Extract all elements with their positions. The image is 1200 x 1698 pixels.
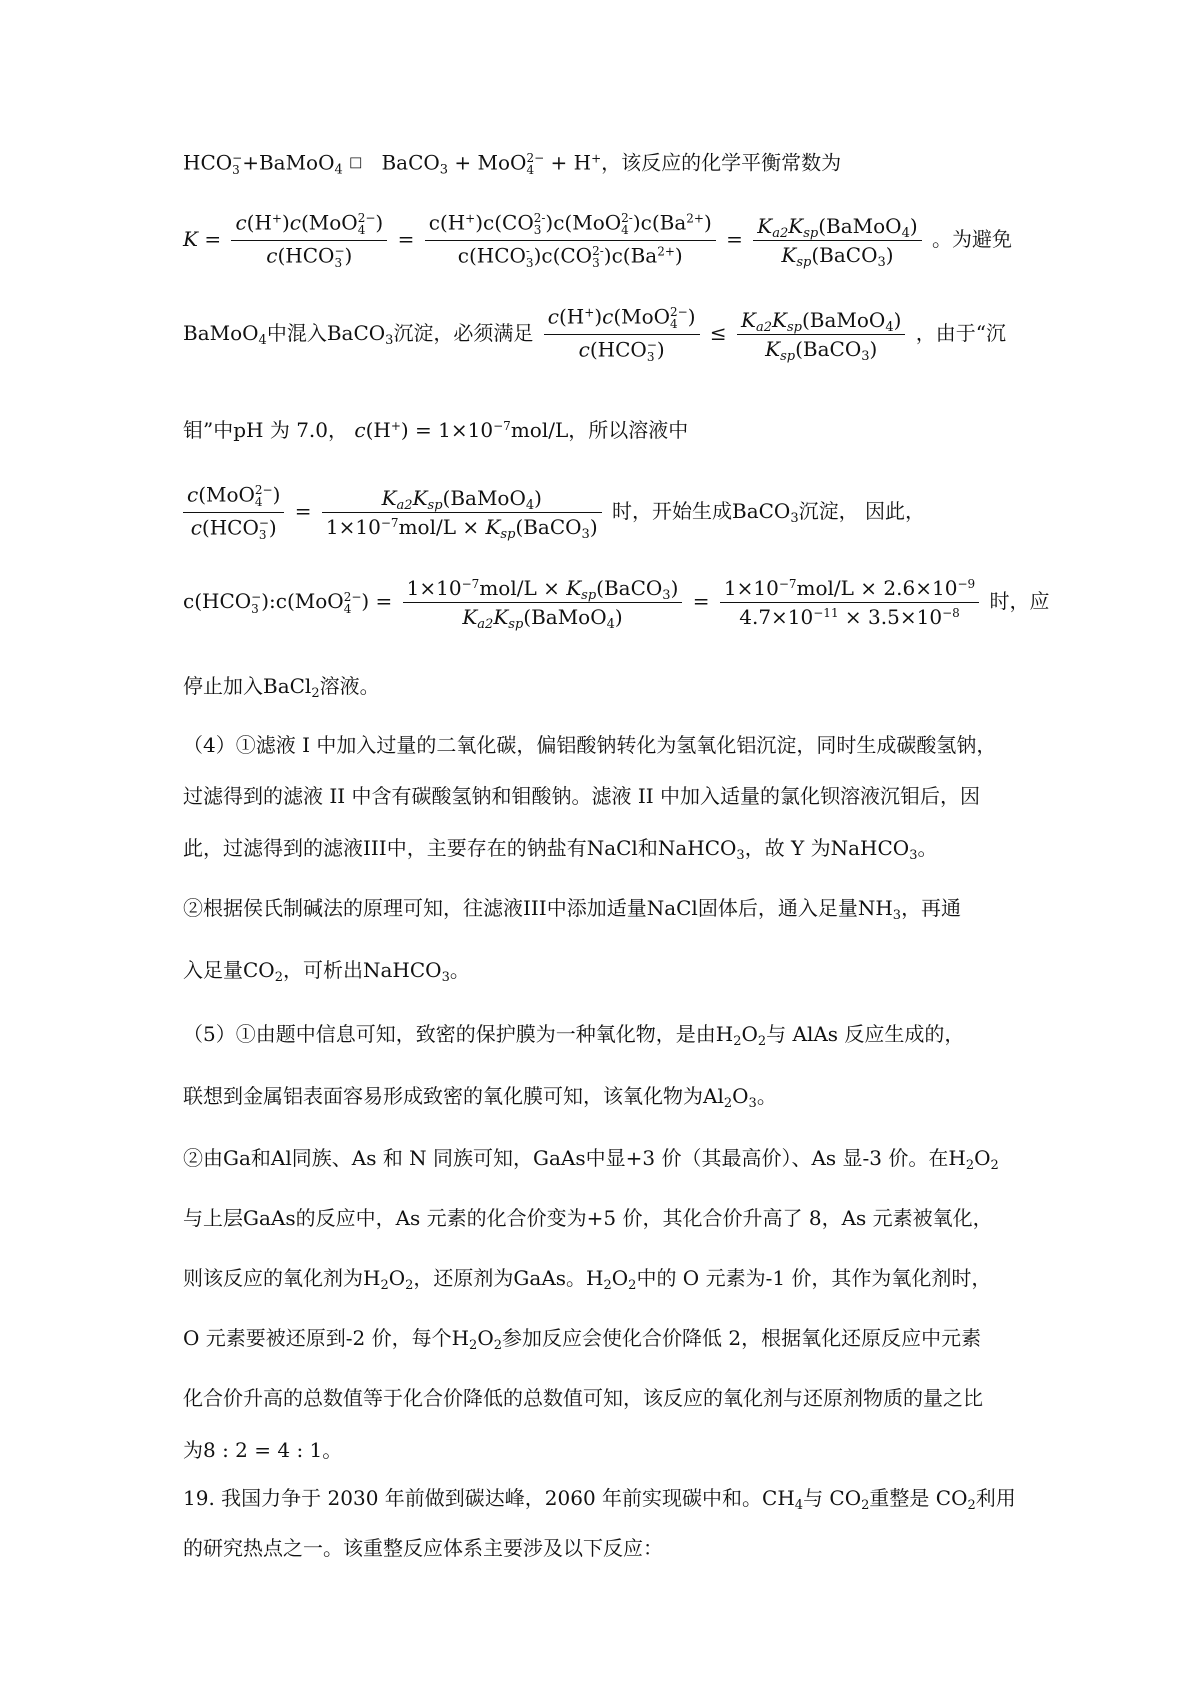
part5-line-g: 化合价升高的总数值等于化合价降低的总数值可知，该反应的氧化剂与还原剂物质的量之比 [183, 1386, 983, 1410]
part4-line-c: 此，过滤得到的滤液III中，主要存在的钠盐有NaCl和NaHCO$_3$，故 Y 为NaHCO$_3$。 [183, 836, 938, 863]
part4-line-b: 过滤得到的滤液 II 中含有碳酸氢钠和钼酸钠。滤液 II 中加入适量的氯化钡溶液沉钼后，因 [183, 784, 981, 808]
part5-line-d: 与上层GaAs的反应中，As 元素的化合价变为+5 价，其化合价升高了 8，As 元素被氧化， [183, 1206, 993, 1230]
part5-line-c: ②由Ga和Al同族、As 和 N 同族可知，GaAs中显+3 价（其最高价）、As 显-3 价。在$H_2O_2$ [183, 1146, 999, 1173]
unknown-glyph: □ [349, 154, 363, 171]
part5-line-e: 则该反应的氧化剂为$H_2O_2$，还原剂为GaAs。$H_2O_2$中的 O 元素为-1 价，其作为氧化剂时， [183, 1266, 992, 1293]
part5-line-a: （5）①由题中信息可知，致密的保护膜为一种氧化物，是由$H_2O_2$与 AlAs 反应生成的， [183, 1022, 965, 1049]
ratio-numeric-line: c(HCO − 3 ):c(MoO 2− 4 ) = $\frac{1\times 10^{-7}mol/L \times K_{sp}(BaCO_3)}{K_{a2}K_{sp}(BaMoO_4)}$ = $\frac{1\times 10^{-7}mol/L \times 2.6\times 10^{-9}}{4.7\times 10^{-11} \times 3.5\times 10^{-8}}$ 时，应 [183, 576, 1050, 632]
ratio-line: c(MoO 2− 4 ) c(HCO − 3 ) = $\frac{K_{a2}K_{sp}(BaMoO_4)}{1\times 10^{-7}mol/L \times K_{sp}(BaCO_3)}$ 时，开始生成BaCO$_3$沉淀， 因此， [183, 484, 925, 541]
part5-line-b: 联想到金属铝表面容易形成致密的氧化膜可知，该氧化物为$Al_2O_3$。 [183, 1084, 777, 1111]
part4-line-d: ②根据侯氏制碱法的原理可知，往滤液III中添加适量NaCl固体后，通入足量$NH_3$，再通 [183, 896, 962, 923]
stop-line: 停止加入BaCl$_2$溶液。 [183, 674, 380, 701]
fraction-2: c(H+)c(CO 2- 3 )c(MoO 2- 4 )$c(Ba^{2+})$ c(HCO - 3 )c(CO 2- 3 )$c(Ba^{2+})$ [425, 212, 716, 269]
condition-line: BaMoO$_4$中混入BaCO$_3$沉淀，必须满足 c(H+)c(MoO 2− 4 ) c(HCO − 3 ) ≤ $\frac{K_{a2}K_{sp}(BaMoO_4)}{K_{sp}(BaCO_3)}$ ，由于“沉 [183, 304, 1007, 364]
part5-line-f: O 元素要被还原到-2 价，每个$H_2O_2$参加反应会使化合价降低 2，根据氧化还原反应中元素 [183, 1326, 982, 1353]
fraction-1: c(H+)c(MoO 2− 4 ) c(HCO − 3 ) [231, 212, 387, 269]
equilibrium-constant-expression: K = c(H+)c(MoO 2− 4 ) c(HCO − 3 ) = c(H+)c(CO 2- 3 )c(MoO 2- 4 )$c(Ba^{2+})$ c(HCO - 3 )c(CO 2- 3 )$c(Ba^{2+})$ = $\frac{K_{a2}K_{sp}(BaMoO_4)}{K_{sp}(BaCO_3)}$ 。为避免 [183, 210, 1013, 270]
fraction-3: $\frac{K_{a2}K_{sp}(BaMoO_4)}{K_{sp}(BaCO_3)}$ [753, 216, 921, 265]
part4-line-e: 入足量$CO_2$，可析出NaHCO$_3$。 [183, 958, 470, 985]
question-19-line-a: 19. 我国力争于 2030 年前做到碳达峰，2060 年前实现碳中和。$CH_4$与 $CO_2$重整是 $CO_2$利用 [183, 1486, 1016, 1513]
equation-line-1: HCO − 3 +BaMoO$_4$ □ BaCO$_3$ + MoO 2− 4 + H+，该反应的化学平衡常数为 [183, 150, 842, 178]
part4-line-a: （4）①滤液 I 中加入过量的二氧化碳，偏铝酸钠转化为氢氧化铝沉淀，同时生成碳酸氢钠， [183, 733, 997, 757]
question-19-line-b: 的研究热点之一。该重整反应体系主要涉及以下反应： [183, 1536, 663, 1560]
part5-line-h: 为8 : 2 = 4 : 1。 [183, 1438, 343, 1462]
ph-line: 钼”中pH 为 7.0， $c(H^+) = 1\times 10^{-7}mol/L$，所以溶液中 [183, 418, 689, 442]
